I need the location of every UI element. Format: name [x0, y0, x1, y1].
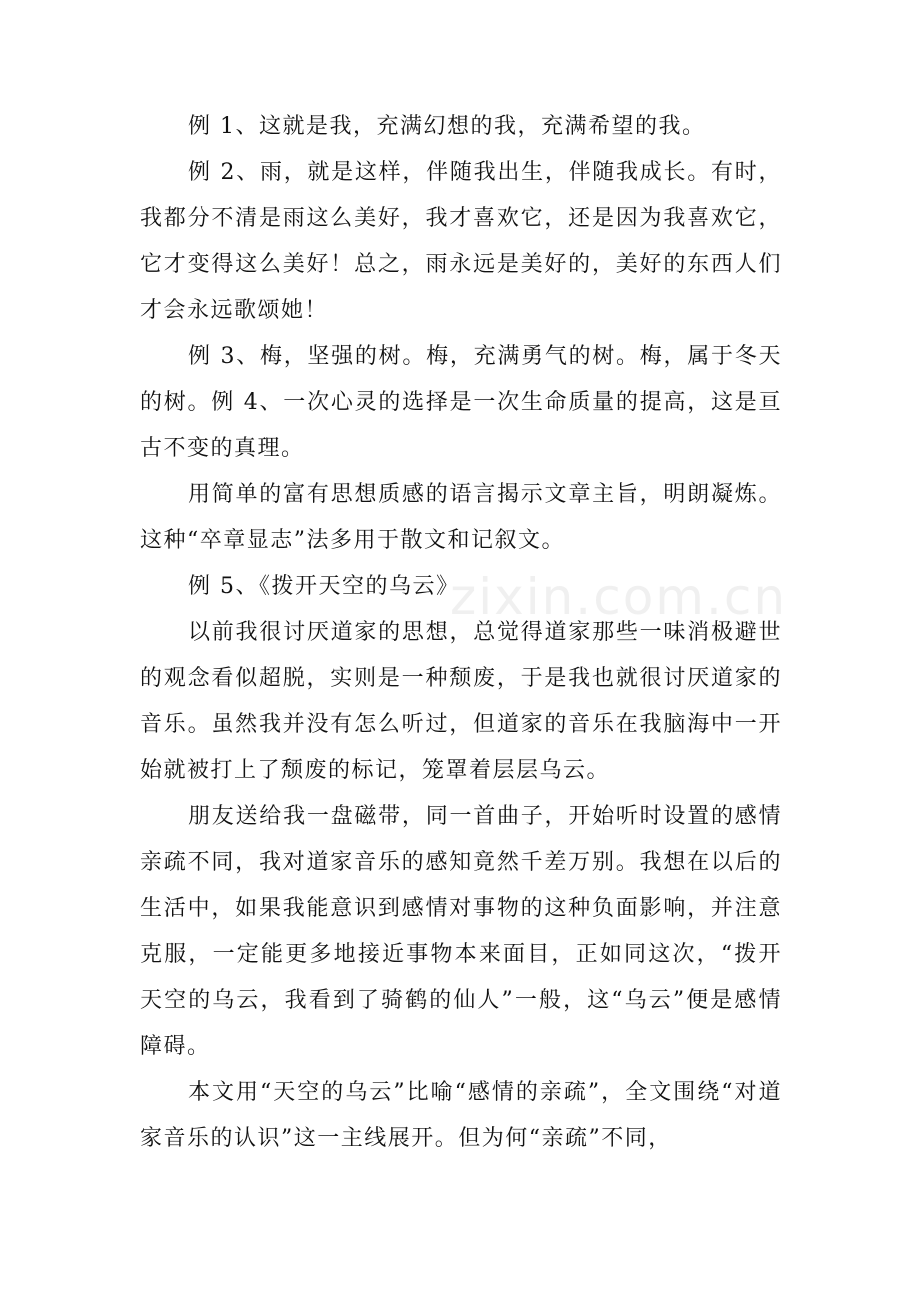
document-body: [140, 104, 782, 1162]
paragraph-example-2: 例 2、雨，就是这样，伴随我出生，伴随我成长。有时，我都分不清是雨这么美好，我才喜欢它，还是因为我喜欢它，它才变得这么美好！总之，雨永远是美好的，美好的东西人们才会永远歌颂她！: [140, 160, 782, 323]
paragraph-example-3-4: 例 3、梅，坚强的树。梅，充满勇气的树。梅，属于冬天的树。例 4、一次心灵的选择是一次生命质量的提高，这是亘古不变的真理。: [140, 344, 782, 461]
paragraph-explanation: 用简单的富有思想质感的语言揭示文章主旨，明朗凝炼。这种“卒章显志”法多用于散文和记叙文。: [140, 482, 782, 553]
paragraph-essay-1: 以前我很讨厌道家的思想，总觉得道家那些一味消极避世的观念看似超脱，实则是一种颓废，于是我也就很讨厌道家的音乐。虽然我并没有怎么听过，但道家的音乐在我脑海中一开始就被打上了颓废的标记，笼罩着层层乌云。: [140, 620, 782, 783]
paragraph-example-1: 例 1、这就是我，充满幻想的我，充满希望的我。: [188, 114, 706, 139]
watermark: zixin.com.cn: [450, 568, 788, 626]
paragraph-essay-2: 朋友送给我一盘磁带，同一首曲子，开始听时设置的感情亲疏不同，我对道家音乐的感知竟然千差万别。我想在以后的生活中，如果我能意识到感情对事物的这种负面影响，并注意克服，一定能更多地接近事物本来面目，正如同这次，“拨开天空的乌云，我看到了骑鹤的仙人”一般，这“乌云”便是感情障碍。: [140, 804, 782, 1059]
paragraph-example-5-title: 例 5、《拨开天空的乌云》: [188, 574, 460, 599]
paragraph-commentary: 本文用“天空的乌云”比喻“感情的亲疏”，全文围绕“对道家音乐的认识”这一主线展开。但为何“亲疏”不同，: [140, 1080, 782, 1151]
